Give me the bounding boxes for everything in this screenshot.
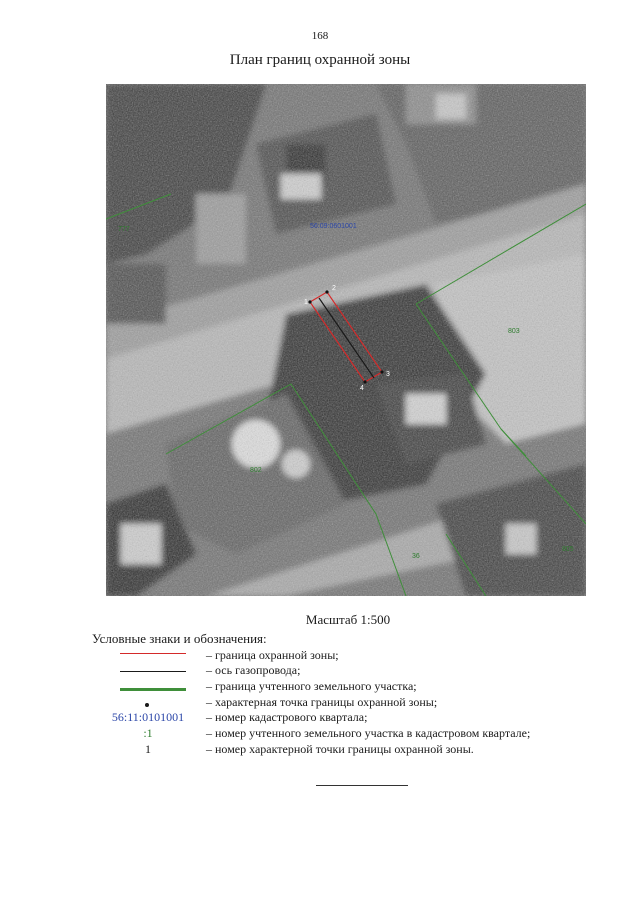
- legend-text-point: – характерная точка границы охранной зоны;: [206, 695, 438, 709]
- parcel-label-805: 805: [562, 546, 574, 553]
- legend-text-pipeline-axis: – ось газопровода;: [206, 663, 301, 677]
- zone-point-4: [363, 380, 366, 383]
- quarter-number-label: 56:09:0601001: [310, 223, 357, 230]
- page-number: 168: [311, 30, 329, 42]
- parcel-label-36: 36: [412, 553, 420, 560]
- zone-point-1: [308, 300, 311, 303]
- legend-symbol-zone-boundary: [108, 648, 188, 662]
- parcel-label-803: 803: [508, 328, 520, 335]
- legend-text-parcel-number: – номер учтенного земельного участка в кадастровом квартале;: [206, 726, 531, 740]
- legend-text-quarter-number: – номер кадастрового квартала;: [206, 710, 368, 724]
- zone-point-3: [380, 370, 383, 373]
- legend-symbol-point-number: 1: [145, 742, 151, 756]
- legend-symbol-point: [108, 694, 188, 708]
- page-title: План границ охранной зоны: [229, 52, 411, 68]
- parcel-label-802: 802: [250, 467, 262, 474]
- legend-symbol-parcel-boundary: [108, 680, 188, 694]
- map-scale: Масштаб 1:500: [305, 612, 391, 627]
- parcel-label-777: 777: [118, 226, 130, 233]
- signature-line: [316, 785, 408, 786]
- legend-title: Условные знаки и обозначения:: [92, 631, 267, 646]
- aerial-map: [106, 84, 586, 596]
- legend-symbol-parcel-number: :1: [143, 726, 153, 740]
- point-label-2: 2: [332, 285, 336, 292]
- legend-text-zone-boundary: – граница охранной зоны;: [206, 648, 339, 662]
- legend-text-point-number: – номер характерной точки границы охранной зоны.: [206, 742, 474, 756]
- legend-symbol-pipeline-axis: [108, 663, 188, 677]
- point-label-3: 3: [386, 371, 390, 378]
- legend-symbol-quarter-number: 56:11:0101001: [111, 710, 185, 724]
- point-label-1: 1: [304, 299, 308, 306]
- point-label-4: 4: [360, 385, 364, 392]
- legend-text-parcel-boundary: – граница учтенного земельного участка;: [206, 679, 417, 693]
- zone-point-2: [325, 290, 328, 293]
